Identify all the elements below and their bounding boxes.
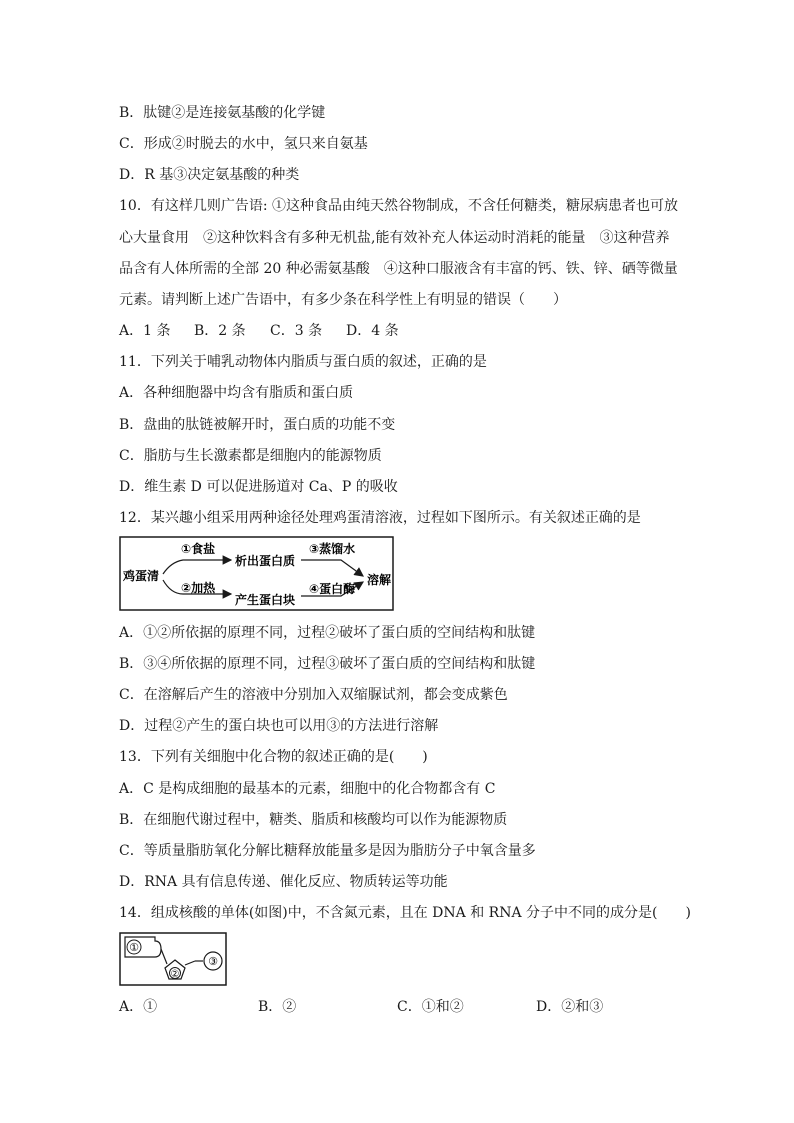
q11-option-a: A．各种细胞器中均含有脂质和蛋白质 (119, 385, 354, 401)
q10-stem-line2: 心大量食用 ②这种饮料含有多种无机盐,能有效补充人体运动时消耗的能量 ③这种营养 (119, 230, 670, 246)
q11-option-c: C．脂肪与生长激素都是细胞内的能源物质 (119, 448, 382, 464)
bond-line-1 (161, 949, 167, 964)
q12-process-diagram (119, 536, 395, 612)
q14-option-a: A．① (119, 999, 158, 1015)
q12-arrow-1 (163, 560, 231, 574)
q10-stem-line3: 品含有人体所需的全部 20 种必需氨基酸 ④这种口服液含有丰富的钙、铁、锌、硒等微量 (119, 261, 678, 277)
q11-option-b: B．盘曲的肽链被解开时，蛋白质的功能不变 (119, 417, 396, 433)
q12-label-start: 鸡蛋清 (123, 569, 160, 583)
q9-option-d: D．R 基③决定氨基酸的种类 (119, 167, 300, 183)
q10-options (119, 322, 399, 340)
q12-label-step3: ③蒸馏水 (309, 542, 356, 556)
q11-stem: 11．下列关于哺乳动物体内脂质与蛋白质的叙述，正确的是 (119, 354, 487, 370)
q14-label-3: ③ (208, 955, 218, 968)
q14-options (119, 998, 603, 1016)
q12-label-step2: ②加热 (181, 581, 216, 595)
q13-option-a: A．C 是构成细胞的最基本的元素，细胞中的化合物都含有 C (119, 781, 496, 797)
q13-option-b: B．在细胞代谢过程中，糖类、脂质和核酸均可以作为能源物质 (119, 812, 508, 828)
q12-label-result1: 析出蛋白质 (235, 554, 296, 568)
q14-label-1: ① (129, 941, 139, 954)
q12-option-b: B．③④所依据的原理不同，过程③破坏了蛋白质的空间结构和肽键 (119, 656, 536, 672)
q12-label-end: 溶解 (367, 573, 392, 587)
q13-option-c: C．等质量脂肪氧化分解比糖释放能量多是因为脂肪分子中氧含量多 (119, 843, 536, 859)
q10-option-a: A．1 条 (119, 323, 171, 339)
q11-option-d: D．维生素 D 可以促进肠道对 Ca、P 的吸收 (119, 479, 398, 495)
q12-option-c: C．在溶解后产生的溶液中分别加入双缩脲试剂，都会变成紫色 (119, 687, 508, 703)
q14-option-d: D．②和③ (536, 999, 604, 1015)
q10-stem-line4: 元素。请判断上述广告语中，有多少条在科学性上有明显的错误（ ） (119, 292, 567, 308)
q10-option-d: D．4 条 (346, 323, 399, 339)
q14-nucleotide-diagram (119, 932, 227, 987)
q9-option-c: C．形成②时脱去的水中，氢只来自氨基 (119, 136, 368, 152)
q13-stem: 13．下列有关细胞中化合物的叙述正确的是( ) (119, 749, 428, 765)
q14-option-b: B．② (258, 999, 297, 1015)
q12-option-a: A．①②所依据的原理不同，过程②破坏了蛋白质的空间结构和肽键 (119, 625, 536, 641)
q12-label-step1: ①食盐 (181, 542, 216, 556)
q10-option-b: B．2 条 (194, 323, 246, 339)
q12-label-step4: ④蛋白酶 (309, 582, 356, 596)
bond-line-2 (185, 961, 195, 965)
q10-option-c: C．3 条 (270, 323, 323, 339)
q12-stem: 12．某兴趣小组采用两种途径处理鸡蛋清溶液，过程如下图所示。有关叙述正确的是 (119, 510, 641, 526)
q10-stem-line1: 10．有这样几则广告语: ①这种食品由纯天然谷物制成，不含任何糖类，糖尿病患者也可放 (119, 198, 678, 214)
q12-arrow-3 (301, 560, 363, 576)
q12-option-d: D．过程②产生的蛋白块也可以用③的方法进行溶解 (119, 718, 439, 734)
q14-label-2: ② (170, 969, 180, 980)
q13-option-d: D．RNA 具有信息传递、催化反应、物质转运等功能 (119, 874, 448, 890)
q14-stem: 14．组成核酸的单体(如图)中，不含氮元素，且在 DNA 和 RNA 分子中不同的成分是( ) (119, 905, 691, 921)
q12-label-result2: 产生蛋白块 (235, 593, 296, 607)
q9-option-b: B．肽键②是连接氨基酸的化学键 (119, 105, 326, 121)
q14-option-c: C．①和② (397, 999, 464, 1015)
